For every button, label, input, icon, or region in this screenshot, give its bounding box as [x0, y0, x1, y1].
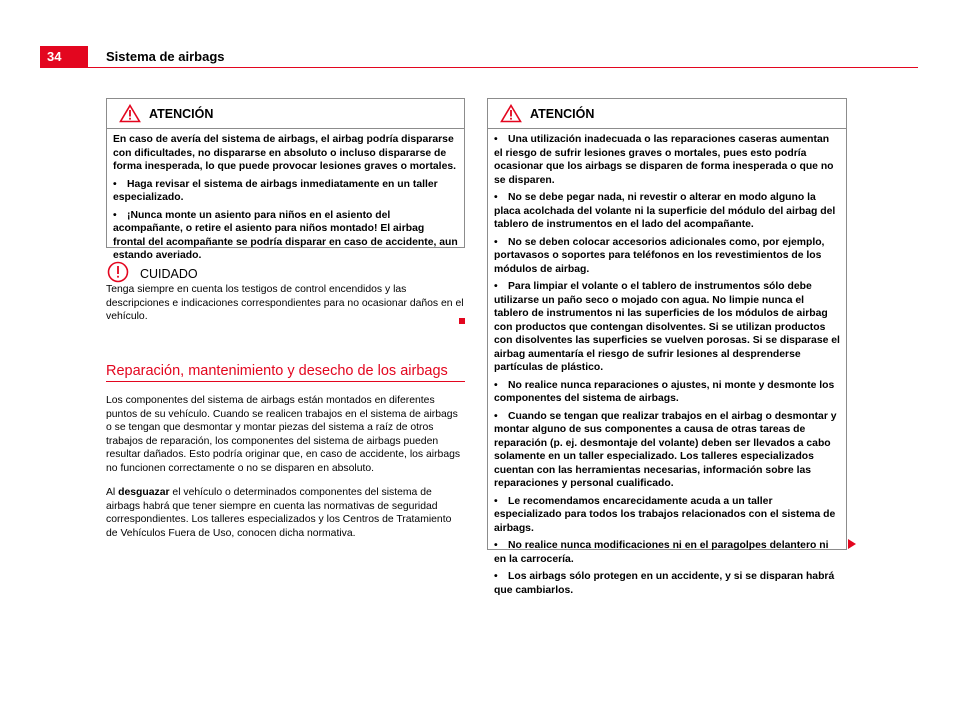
- page-number: 34: [40, 46, 88, 68]
- header-divider: [40, 67, 918, 68]
- warning-bullet: • Para limpiar el volante o el tablero de instrumentos sólo debe utilizarse un paño seco o mojado con agua. No limpie nunca el tablero de instrumentos ni las superficies de los módulos de airbag con productos que contengan disolventes. Si se utilizan productos con disolventes las superficies se vuelven porosas. Si se disparase el airbag aumentaría el riesgo de sufrir lesiones al desprenderse partículas de plástico.: [494, 281, 840, 373]
- warning-bullet: • Cuando se tengan que realizar trabajos en el airbag o desmontar y montar alguno de sus componentes a causa de otras tareas de reparación (p. ej. desmontaje del volante) deben ser llevados a cabo solamente en un taller especializado. Los talleres especializados cuentan con las herramientas necesarias, información sobre las reparaciones y personal cualificado.: [494, 410, 837, 489]
- bullet-icon: •: [113, 178, 117, 190]
- warning-bullet: • No se debe pegar nada, ni revestir o alterar en modo alguno la placa acolchada del volante ni la superficie del módulo del airbag del tablero de instrumentos en el lado del acompañante.: [494, 192, 836, 230]
- warning-body: [488, 129, 846, 605]
- warning-title: ATENCIÓN: [530, 107, 595, 121]
- page-header-title: Sistema de airbags: [106, 49, 225, 64]
- warning-box-right: [487, 98, 847, 596]
- bullet-icon: •: [494, 495, 498, 507]
- caution-icon: [107, 261, 129, 283]
- warning-triangle-icon: [119, 104, 141, 123]
- warning-bullet: • No se deben colocar accesorios adicionales como, por ejemplo, portavasos o soportes para teléfonos en los revestimientos de los módulos de airbag.: [494, 236, 825, 275]
- warning-bullet: • Una utilización inadecuada o las reparaciones caseras aumentan el riesgo de sufrir lesiones graves o mortales, pues esto podría ocasionar que los airbags se disparen de forma inesperada o que no se disparen.: [494, 134, 834, 186]
- warning-title: ATENCIÓN: [149, 107, 214, 121]
- warning-box-left: [106, 98, 465, 261]
- bullet-icon: •: [494, 410, 498, 422]
- continue-arrow-icon: [848, 539, 856, 549]
- bullet-icon: •: [494, 540, 498, 551]
- section-paragraph-2: Al desguazar el vehículo o determinados componentes del sistema de airbags habrá que tener siempre en cuenta las normativas de seguridad correspondientes. Los talleres especializados y los Centros de Tratamiento de Vehículos Fuera de Uso, conocen dicha normativa.: [106, 487, 452, 539]
- warning-bullet: • No realice nunca reparaciones o ajustes, ni monte y desmonte los componentes del sistema de airbags.: [494, 379, 835, 404]
- warning-box-header: [107, 99, 464, 129]
- section-paragraph-1: Los componentes del sistema de airbags están montados en diferentes puntos de su vehículo. Cuando se realicen trabajos en el sistema de airbags o se tengan que desmontar y montar piezas del sistema a raíz de otros trabajos de reparación, los componentes del sistema de airbags pueden resultar dañados. Esto podría originar que, en caso de accidente, los airbags no funcionen correctamente o no se disparen en absoluto.: [106, 395, 461, 474]
- bullet-icon: •: [494, 571, 498, 582]
- bullet-icon: •: [494, 192, 498, 203]
- warning-bullet: • Haga revisar el sistema de airbags inmediatamente en un taller especializado.: [113, 178, 438, 203]
- bullet-icon: •: [494, 379, 498, 391]
- warning-triangle-icon: [500, 104, 522, 123]
- warning-box-header: [488, 99, 846, 129]
- section-divider: [106, 381, 465, 382]
- bullet-icon: •: [494, 281, 498, 292]
- bullet-icon: •: [113, 209, 117, 221]
- warning-bullet: • ¡Nunca monte un asiento para niños en el asiento del acompañante, o retire el asiento para niños montado! El airbag frontal del acompañante se podría disparar en caso de accidente, aun estando averiado.: [113, 209, 458, 261]
- bold-term: desguazar: [118, 487, 170, 498]
- bullet-icon: •: [494, 134, 498, 145]
- caution-text: Tenga siempre en cuenta los testigos de control encendidos y las descripciones e indicaciones correspondientes para no ocasionar daños en el vehículo.: [106, 284, 464, 322]
- warning-bullet: • Los airbags sólo protegen en un accidente, y si se disparan habrá que cambiarlos.: [494, 571, 835, 596]
- caution-title: CUIDADO: [140, 267, 198, 281]
- end-of-section-mark: [459, 318, 465, 324]
- bullet-icon: •: [494, 236, 498, 248]
- warning-intro: En caso de avería del sistema de airbags, el airbag podría dispararse con dificultades, no dispararse en absoluto o incluso dispararse de forma inesperada, lo que puede provocar lesiones graves o mortales.: [113, 134, 457, 172]
- warning-bullet: • No realice nunca modificaciones ni en el paragolpes delantero ni en la carrocería.: [494, 540, 829, 565]
- warning-body: [107, 129, 464, 271]
- section-title: Reparación, mantenimiento y desecho de los airbags: [106, 363, 448, 379]
- warning-bullet: • Le recomendamos encarecidamente acuda a un taller especializado para todos los trabajos relacionados con el sistema de airbags.: [494, 495, 836, 534]
